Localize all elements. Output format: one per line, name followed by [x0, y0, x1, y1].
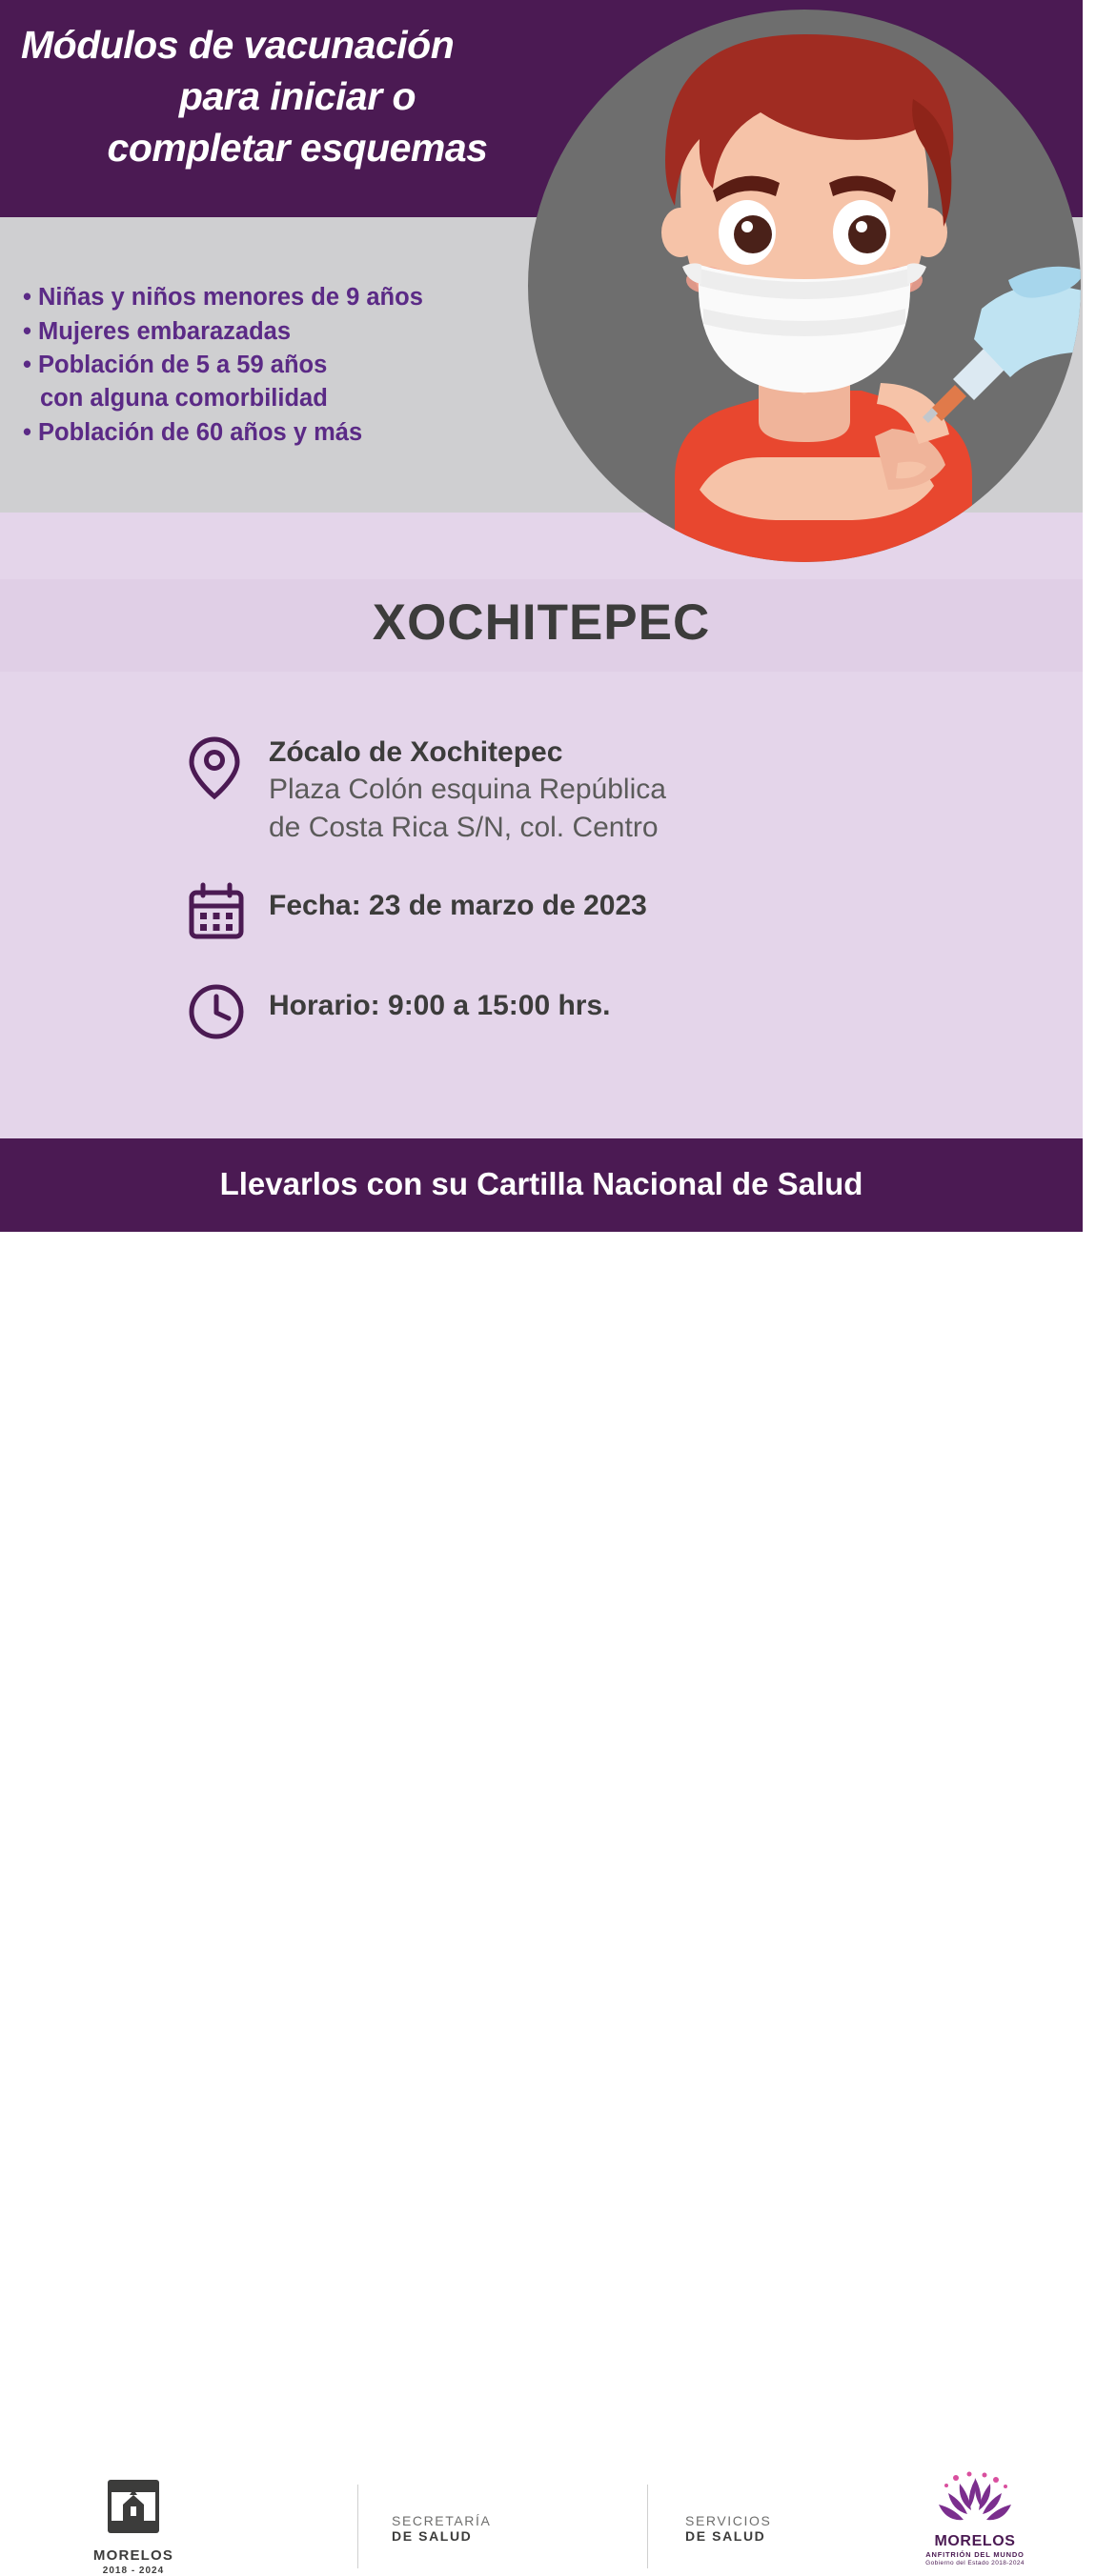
logo-divider-2 — [647, 2485, 648, 2568]
morelos-logo-years: 2018 - 2024 — [102, 2566, 165, 2576]
time-row — [187, 980, 1025, 1046]
eye-glint-right — [856, 221, 867, 232]
location-row — [187, 734, 1025, 846]
morelos-flower-logo-icon — [931, 2470, 1019, 2527]
page-title-line1: Módulos de vacunación — [21, 23, 455, 67]
list-item-label: Población de 60 años y más — [38, 418, 363, 446]
page-title-line3: completar esquemas — [107, 126, 488, 171]
servicios-line2: DE SALUD — [685, 2528, 766, 2544]
clock-icon — [187, 980, 269, 1046]
child-vaccination-illustration — [513, 0, 1096, 577]
servicios-de-salud-logo — [685, 2513, 771, 2544]
anfitrion-logo-subtitle2: Gobierno del Estado 2018-2024 — [925, 2560, 1025, 2566]
morelos-state-crest-icon — [102, 2476, 165, 2539]
map-pin-icon — [187, 734, 269, 805]
anfitrion-logo-name: MORELOS — [934, 2533, 1016, 2549]
location-address-line1: Plaza Colón esquina República — [269, 774, 666, 805]
list-item-label: Niñas y niños menores de 9 años — [38, 284, 423, 311]
morelos-anfitrion-logo — [913, 2470, 1037, 2566]
details-list — [187, 734, 1025, 1080]
morelos-logo-name: MORELOS — [92, 2547, 174, 2564]
footer-note: Llevarlos con su Cartilla Nacional de Salud — [219, 1166, 863, 1201]
list-item — [23, 416, 557, 450]
servicios-line1: SERVICIOS — [685, 2513, 772, 2528]
secretaria-de-salud-logo — [392, 2513, 491, 2544]
location-address-line2: de Costa Rica S/N, col. Centro — [269, 811, 659, 843]
iris-right — [848, 215, 886, 253]
list-item — [23, 349, 557, 414]
logo-divider-1 — [357, 2485, 358, 2568]
page-title-line2: para iniciar o — [178, 74, 416, 119]
page-title — [21, 19, 574, 173]
list-item-label-continued: con alguna comorbilidad — [40, 385, 328, 413]
date-row — [187, 880, 1025, 946]
logo-strip — [0, 1232, 1083, 2576]
secretaria-line1: SECRETARÍA — [392, 2513, 492, 2528]
location-name: Zócalo de Xochitepec — [269, 736, 563, 768]
date-text: Fecha: 23 de marzo de 2023 — [269, 890, 647, 922]
list-item-label: Población de 5 a 59 años — [38, 352, 328, 379]
morelos-government-logo — [57, 2476, 210, 2576]
city-name: XOCHITEPEC — [372, 594, 711, 651]
list-item — [23, 315, 557, 349]
calendar-icon — [187, 880, 269, 946]
list-item — [23, 281, 557, 314]
iris-left — [734, 215, 772, 253]
eye-glint-left — [741, 221, 753, 232]
list-item-label: Mujeres embarazadas — [38, 317, 292, 345]
audience-list — [23, 281, 557, 450]
secretaria-line2: DE SALUD — [392, 2528, 473, 2544]
anfitrion-logo-subtitle: ANFITRIÓN DEL MUNDO — [925, 2550, 1025, 2559]
time-text: Horario: 9:00 a 15:00 hrs. — [269, 990, 611, 1022]
